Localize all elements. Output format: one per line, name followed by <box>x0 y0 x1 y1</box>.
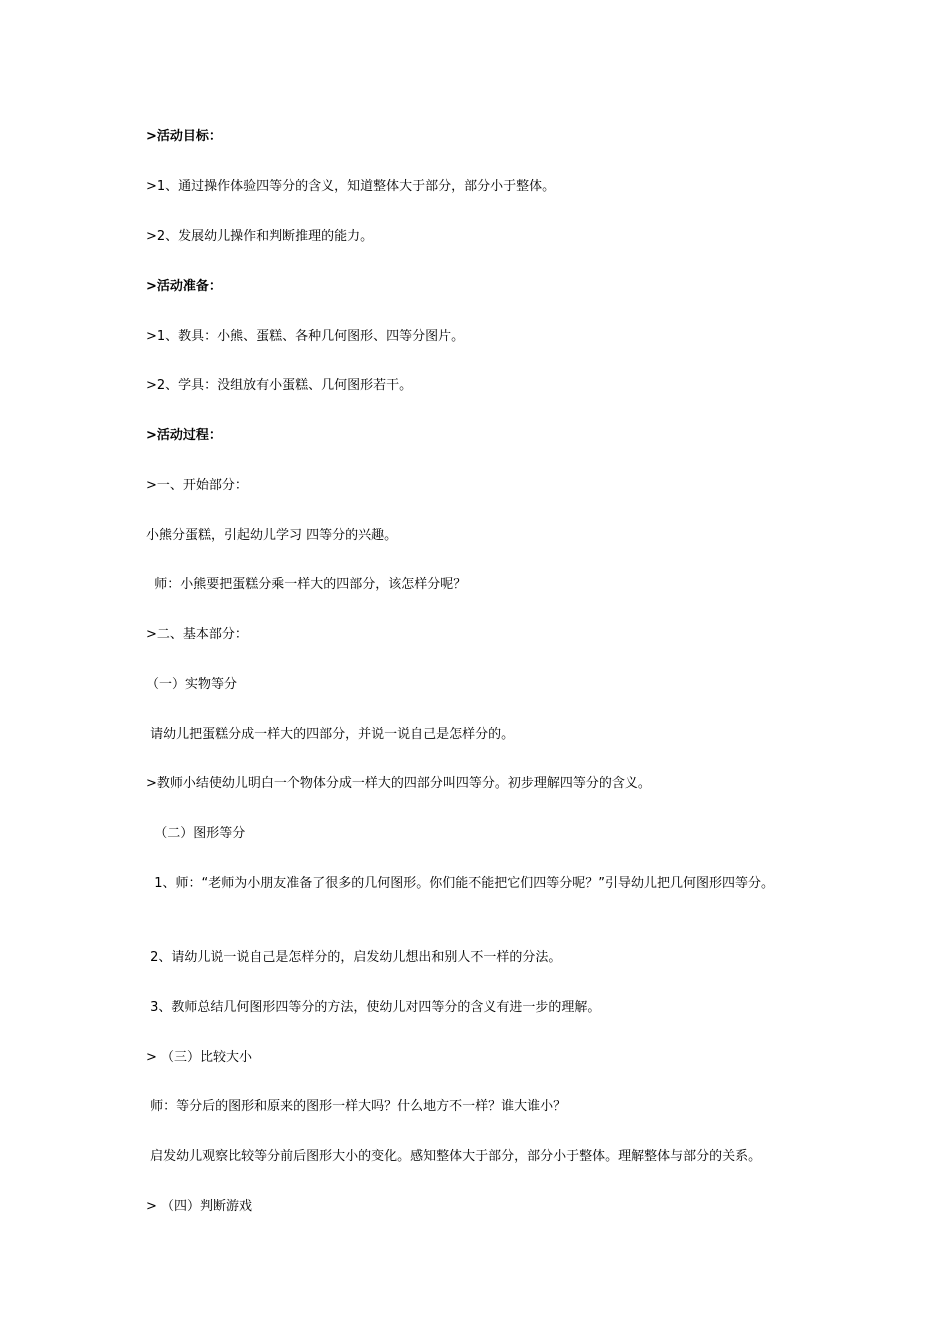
paragraph-object-division: （一）实物等分 <box>146 677 238 692</box>
paragraph-preparation-2: >2、学具：没组放有小蛋糕、几何图形若干。 <box>146 378 413 393</box>
paragraph-goal-2: >2、发展幼儿操作和判断推理的能力。 <box>146 229 374 244</box>
heading-activity-preparation: >活动准备： <box>146 279 222 294</box>
paragraph-shape-step-3: 3、教师总结几何图形四等分的方法，使幼儿对四等分的含义有进一步的理解。 <box>146 1000 601 1015</box>
paragraph-goal-1: >1、通过操作体验四等分的含义，知道整体大于部分，部分小于整体。 <box>146 179 556 194</box>
paragraph-shape-step-1: 1、师：“老师为小朋友准备了很多的几何图形。你们能不能把它们四等分呢？”引导幼儿把几何图形四等分。 <box>146 876 775 891</box>
heading-activity-process: >活动过程： <box>146 428 222 443</box>
heading-activity-goals: >活动目标： <box>146 129 222 144</box>
paragraph-compare-question: 师：等分后的图形和原来的图形一样大吗？什么地方不一样？谁大谁小？ <box>146 1099 567 1114</box>
paragraph-preparation-1: >1、教具：小熊、蛋糕、各种几何图形、四等分图片。 <box>146 329 465 344</box>
paragraph-compare-guidance: 启发幼儿观察比较等分前后图形大小的变化。感知整体大于部分，部分小于整体。理解整体与部分的关系。 <box>146 1149 762 1164</box>
paragraph-shape-step-2: 2、请幼儿说一说自己是怎样分的，启发幼儿想出和别人不一样的分法。 <box>146 950 562 965</box>
paragraph-part-two-title: >二、基本部分： <box>146 627 248 642</box>
paragraph-teacher-summary: >教师小结使幼儿明白一个物体分成一样大的四部分叫四等分。初步理解四等分的含义。 <box>146 776 651 791</box>
paragraph-shape-division: （二）图形等分 <box>146 826 246 841</box>
paragraph-children-divide-cake: 请幼儿把蛋糕分成一样大的四部分，并说一说自己是怎样分的。 <box>146 727 515 742</box>
paragraph-teacher-question: 师：小熊要把蛋糕分乘一样大的四部分，该怎样分呢？ <box>146 577 467 592</box>
paragraph-part-one-title: >一、开始部分： <box>146 478 248 493</box>
paragraph-judgment-game-title: > （四）判断游戏 <box>146 1199 253 1214</box>
paragraph-bear-cake: 小熊分蛋糕，引起幼儿学习 四等分的兴趣。 <box>146 528 398 543</box>
paragraph-compare-size-title: > （三）比较大小 <box>146 1050 253 1065</box>
